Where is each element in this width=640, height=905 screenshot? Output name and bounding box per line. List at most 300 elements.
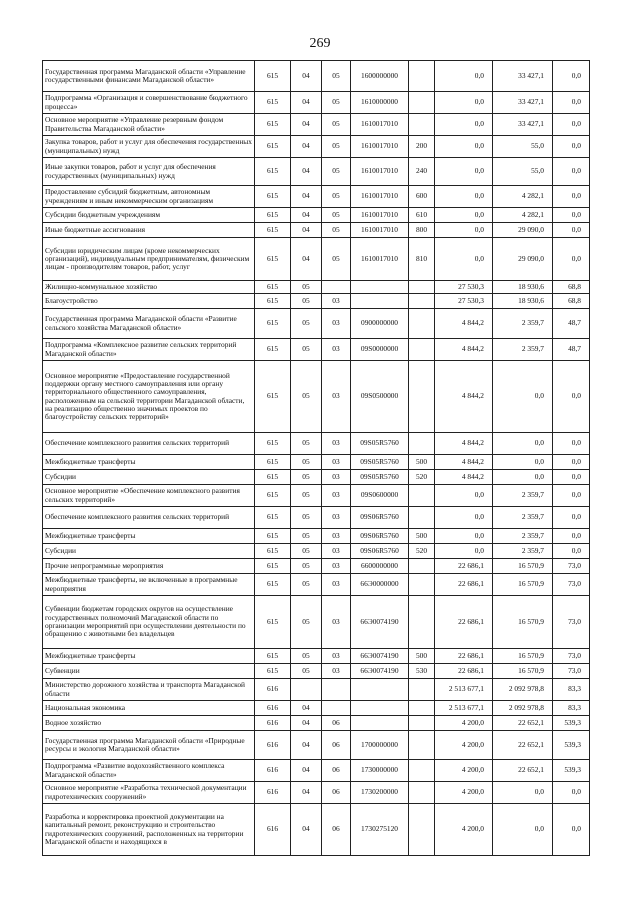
target-article: 66Э0074190 bbox=[351, 649, 409, 664]
expense-type bbox=[409, 339, 435, 361]
value-actual: 2 359,7 bbox=[493, 507, 553, 529]
target-article: 66Э0074190 bbox=[351, 596, 409, 649]
value-percent: 0,0 bbox=[553, 804, 590, 856]
row-name: Иные бюджетные ассигнования bbox=[43, 223, 255, 238]
ministry-code: 615 bbox=[255, 61, 291, 92]
section-code: 05 bbox=[291, 470, 322, 485]
table-row bbox=[43, 574, 590, 596]
subsection-code: 03 bbox=[322, 339, 351, 361]
row-name: Межбюджетные трансферты bbox=[43, 649, 255, 664]
table-row bbox=[43, 294, 590, 309]
table-row bbox=[43, 544, 590, 559]
value-plan: 27 530,3 bbox=[435, 294, 493, 309]
value-actual: 55,0 bbox=[493, 136, 553, 158]
table-row bbox=[43, 596, 590, 649]
expense-type: 500 bbox=[409, 529, 435, 544]
row-name: Иные закупки товаров, работ и услуг для обеспечения государственных (муниципальных) нужд bbox=[43, 158, 255, 186]
section-code: 04 bbox=[291, 804, 322, 856]
subsection-code: 03 bbox=[322, 361, 351, 433]
value-actual: 2 359,7 bbox=[493, 544, 553, 559]
value-percent: 73,0 bbox=[553, 664, 590, 679]
ministry-code: 615 bbox=[255, 559, 291, 574]
value-plan: 27 530,3 bbox=[435, 281, 493, 294]
value-plan: 4 844,2 bbox=[435, 361, 493, 433]
page-number: 269 bbox=[309, 36, 331, 51]
section-code: 04 bbox=[291, 223, 322, 238]
expense-type: 240 bbox=[409, 158, 435, 186]
ministry-code: 616 bbox=[255, 804, 291, 856]
target-article bbox=[351, 679, 409, 701]
subsection-code: 03 bbox=[322, 649, 351, 664]
target-article: 1610017010 bbox=[351, 136, 409, 158]
value-percent: 539,3 bbox=[553, 731, 590, 760]
ministry-code: 615 bbox=[255, 208, 291, 223]
value-plan: 0,0 bbox=[435, 61, 493, 92]
ministry-code: 616 bbox=[255, 782, 291, 804]
subsection-code: 06 bbox=[322, 716, 351, 731]
subsection-code: 03 bbox=[322, 455, 351, 470]
section-code: 05 bbox=[291, 649, 322, 664]
target-article: 1700000000 bbox=[351, 731, 409, 760]
ministry-code: 615 bbox=[255, 574, 291, 596]
target-article: 09S06R5760 bbox=[351, 529, 409, 544]
target-article: 1610017010 bbox=[351, 208, 409, 223]
section-code: 05 bbox=[291, 433, 322, 455]
row-name: Основное мероприятие «Управление резервным фондом Правительства Магаданской области» bbox=[43, 114, 255, 136]
value-percent: 73,0 bbox=[553, 649, 590, 664]
value-actual: 16 570,9 bbox=[493, 649, 553, 664]
value-plan: 4 844,2 bbox=[435, 470, 493, 485]
value-actual: 18 930,6 bbox=[493, 294, 553, 309]
value-plan: 4 200,0 bbox=[435, 716, 493, 731]
expense-type: 600 bbox=[409, 186, 435, 208]
table-row bbox=[43, 731, 590, 760]
expense-type bbox=[409, 92, 435, 114]
table-row bbox=[43, 664, 590, 679]
expense-type bbox=[409, 574, 435, 596]
ministry-code: 616 bbox=[255, 701, 291, 716]
value-plan: 0,0 bbox=[435, 238, 493, 281]
row-name: Субсидии bbox=[43, 544, 255, 559]
row-name: Обеспечение комплексного развития сельских территорий bbox=[43, 507, 255, 529]
value-plan: 0,0 bbox=[435, 92, 493, 114]
value-plan: 0,0 bbox=[435, 186, 493, 208]
expense-type bbox=[409, 361, 435, 433]
row-name: Основное мероприятие «Обеспечение комплексного развития сельских территорий» bbox=[43, 485, 255, 507]
expense-type bbox=[409, 679, 435, 701]
table-row bbox=[43, 760, 590, 782]
section-code: 04 bbox=[291, 716, 322, 731]
value-plan: 22 686,1 bbox=[435, 596, 493, 649]
target-article: 1730200000 bbox=[351, 782, 409, 804]
value-plan: 22 686,1 bbox=[435, 559, 493, 574]
value-actual: 55,0 bbox=[493, 158, 553, 186]
row-name: Субсидии юридическим лицам (кроме некоммерческих организаций), индивидуальным предпринимателям, физическим лицам - производителям товаров, работ, услуг bbox=[43, 238, 255, 281]
target-article: 1610017010 bbox=[351, 186, 409, 208]
value-percent: 539,3 bbox=[553, 716, 590, 731]
row-name: Разработка и корректировка проектной документации на капитальный ремонт, реконструкцию и строительство гидротехнических сооружений, расположенных на территории Магаданской области и находящихся в bbox=[43, 804, 255, 856]
ministry-code: 615 bbox=[255, 433, 291, 455]
expense-type: 200 bbox=[409, 136, 435, 158]
target-article: 09S0500000 bbox=[351, 361, 409, 433]
subsection-code: 05 bbox=[322, 114, 351, 136]
subsection-code: 03 bbox=[322, 544, 351, 559]
table-row bbox=[43, 158, 590, 186]
subsection-code bbox=[322, 701, 351, 716]
value-actual: 2 092 978,8 bbox=[493, 701, 553, 716]
value-plan: 22 686,1 bbox=[435, 664, 493, 679]
ministry-code: 615 bbox=[255, 186, 291, 208]
section-code: 05 bbox=[291, 361, 322, 433]
table-row bbox=[43, 281, 590, 294]
expense-type bbox=[409, 782, 435, 804]
target-article: 09S0000000 bbox=[351, 339, 409, 361]
target-article: 09S06R5760 bbox=[351, 507, 409, 529]
ministry-code: 615 bbox=[255, 596, 291, 649]
section-code: 05 bbox=[291, 664, 322, 679]
value-percent: 0,0 bbox=[553, 223, 590, 238]
row-name: Национальная экономика bbox=[43, 701, 255, 716]
table-row bbox=[43, 507, 590, 529]
value-actual: 29 090,0 bbox=[493, 238, 553, 281]
value-plan: 4 844,2 bbox=[435, 433, 493, 455]
expense-type: 610 bbox=[409, 208, 435, 223]
ministry-code: 615 bbox=[255, 281, 291, 294]
value-plan: 4 200,0 bbox=[435, 782, 493, 804]
target-article: 66Э0000000 bbox=[351, 574, 409, 596]
value-percent: 83,3 bbox=[553, 701, 590, 716]
row-name: Межбюджетные трансферты bbox=[43, 455, 255, 470]
subsection-code: 05 bbox=[322, 186, 351, 208]
row-name: Основное мероприятие «Предоставление государственной поддержки органу местного самоуправления или органу территориального общественного самоуправления, расположенным на сельской территории Магаданской области, на реализацию общественно значимых проектов по благоустройству сельских территорий» bbox=[43, 361, 255, 433]
table-row bbox=[43, 529, 590, 544]
row-name: Закупка товаров, работ и услуг для обеспечения государственных (муниципальных) нужд bbox=[43, 136, 255, 158]
ministry-code: 615 bbox=[255, 455, 291, 470]
target-article: 09S05R5760 bbox=[351, 433, 409, 455]
subsection-code: 03 bbox=[322, 294, 351, 309]
row-name: Прочие непрограммные мероприятия bbox=[43, 559, 255, 574]
row-name: Подпрограмма «Комплексное развитие сельских территорий Магаданской области» bbox=[43, 339, 255, 361]
table-row bbox=[43, 455, 590, 470]
row-name: Межбюджетные трансферты bbox=[43, 529, 255, 544]
budget-table bbox=[42, 60, 590, 856]
section-code: 05 bbox=[291, 281, 322, 294]
value-percent: 73,0 bbox=[553, 559, 590, 574]
value-percent: 0,0 bbox=[553, 507, 590, 529]
value-plan: 0,0 bbox=[435, 136, 493, 158]
table-row bbox=[43, 559, 590, 574]
table-row bbox=[43, 433, 590, 455]
row-name: Подпрограмма «Развитие водохозяйственного комплекса Магаданской области» bbox=[43, 760, 255, 782]
value-plan: 0,0 bbox=[435, 208, 493, 223]
ministry-code: 615 bbox=[255, 529, 291, 544]
value-percent: 73,0 bbox=[553, 574, 590, 596]
value-plan: 2 513 677,1 bbox=[435, 679, 493, 701]
expense-type: 530 bbox=[409, 664, 435, 679]
expense-type bbox=[409, 433, 435, 455]
value-plan: 4 844,2 bbox=[435, 309, 493, 339]
value-plan: 4 200,0 bbox=[435, 760, 493, 782]
value-actual: 2 359,7 bbox=[493, 339, 553, 361]
section-code: 04 bbox=[291, 92, 322, 114]
value-percent: 0,0 bbox=[553, 485, 590, 507]
ministry-code: 615 bbox=[255, 294, 291, 309]
value-plan: 22 686,1 bbox=[435, 574, 493, 596]
ministry-code: 615 bbox=[255, 158, 291, 186]
ministry-code: 615 bbox=[255, 136, 291, 158]
table-row bbox=[43, 485, 590, 507]
subsection-code: 05 bbox=[322, 92, 351, 114]
value-actual: 22 652,1 bbox=[493, 760, 553, 782]
row-name: Благоустройство bbox=[43, 294, 255, 309]
ministry-code: 615 bbox=[255, 223, 291, 238]
value-actual: 2 092 978,8 bbox=[493, 679, 553, 701]
value-actual: 0,0 bbox=[493, 804, 553, 856]
ministry-code: 616 bbox=[255, 679, 291, 701]
target-article: 0900000000 bbox=[351, 309, 409, 339]
row-name: Субвенции bbox=[43, 664, 255, 679]
ministry-code: 615 bbox=[255, 507, 291, 529]
ministry-code: 616 bbox=[255, 731, 291, 760]
value-percent: 539,3 bbox=[553, 760, 590, 782]
subsection-code: 06 bbox=[322, 782, 351, 804]
subsection-code: 05 bbox=[322, 136, 351, 158]
subsection-code: 03 bbox=[322, 559, 351, 574]
row-name: Субсидии bbox=[43, 470, 255, 485]
value-percent: 0,0 bbox=[553, 433, 590, 455]
section-code: 05 bbox=[291, 309, 322, 339]
row-name: Государственная программа Магаданской области «Развитие сельского хозяйства Магаданской области» bbox=[43, 309, 255, 339]
expense-type: 500 bbox=[409, 649, 435, 664]
table-row bbox=[43, 361, 590, 433]
expense-type bbox=[409, 281, 435, 294]
subsection-code bbox=[322, 281, 351, 294]
table-row bbox=[43, 701, 590, 716]
row-name: Обеспечение комплексного развития сельских территорий bbox=[43, 433, 255, 455]
target-article: 09S05R5760 bbox=[351, 470, 409, 485]
row-name: Субвенции бюджетам городских округов на осуществление государственных полномочий Магаданской области по организации мероприятий при осуществлении деятельности по обращению с животными без владельцев bbox=[43, 596, 255, 649]
expense-type bbox=[409, 559, 435, 574]
section-code: 05 bbox=[291, 339, 322, 361]
subsection-code bbox=[322, 679, 351, 701]
row-name: Предоставление субсидий бюджетным, автономным учреждениям и иным некоммерческим организациям bbox=[43, 186, 255, 208]
section-code: 04 bbox=[291, 136, 322, 158]
value-actual: 4 282,1 bbox=[493, 208, 553, 223]
subsection-code: 03 bbox=[322, 529, 351, 544]
section-code bbox=[291, 679, 322, 701]
expense-type: 520 bbox=[409, 544, 435, 559]
target-article: 1730275120 bbox=[351, 804, 409, 856]
expense-type: 520 bbox=[409, 470, 435, 485]
table-row bbox=[43, 470, 590, 485]
table-row bbox=[43, 716, 590, 731]
target-article bbox=[351, 701, 409, 716]
value-actual: 18 930,6 bbox=[493, 281, 553, 294]
subsection-code: 03 bbox=[322, 485, 351, 507]
target-article: 1610017010 bbox=[351, 158, 409, 186]
expense-type: 800 bbox=[409, 223, 435, 238]
table-row bbox=[43, 114, 590, 136]
value-actual: 33 427,1 bbox=[493, 114, 553, 136]
value-actual: 2 359,7 bbox=[493, 529, 553, 544]
row-name: Подпрограмма «Организация и совершенствование бюджетного процесса» bbox=[43, 92, 255, 114]
value-percent: 0,0 bbox=[553, 238, 590, 281]
target-article bbox=[351, 294, 409, 309]
value-plan: 22 686,1 bbox=[435, 649, 493, 664]
subsection-code: 06 bbox=[322, 804, 351, 856]
section-code: 05 bbox=[291, 294, 322, 309]
target-article: 1730000000 bbox=[351, 760, 409, 782]
table-row bbox=[43, 804, 590, 856]
section-code: 05 bbox=[291, 574, 322, 596]
subsection-code: 03 bbox=[322, 596, 351, 649]
value-actual: 22 652,1 bbox=[493, 731, 553, 760]
row-name: Межбюджетные трансферты, не включенные в программные мероприятия bbox=[43, 574, 255, 596]
value-actual: 0,0 bbox=[493, 782, 553, 804]
target-article: 1600000000 bbox=[351, 61, 409, 92]
row-name: Государственная программа Магаданской области «Управление государственными финансами Магаданской области» bbox=[43, 61, 255, 92]
expense-type bbox=[409, 760, 435, 782]
value-percent: 0,0 bbox=[553, 529, 590, 544]
expense-type bbox=[409, 114, 435, 136]
value-percent: 48,7 bbox=[553, 309, 590, 339]
section-code: 04 bbox=[291, 61, 322, 92]
expense-type bbox=[409, 507, 435, 529]
ministry-code: 615 bbox=[255, 470, 291, 485]
section-code: 05 bbox=[291, 507, 322, 529]
target-article: 6600000000 bbox=[351, 559, 409, 574]
subsection-code: 05 bbox=[322, 208, 351, 223]
value-actual: 16 570,9 bbox=[493, 559, 553, 574]
value-percent: 0,0 bbox=[553, 114, 590, 136]
ministry-code: 616 bbox=[255, 716, 291, 731]
value-actual: 0,0 bbox=[493, 433, 553, 455]
subsection-code: 03 bbox=[322, 574, 351, 596]
section-code: 05 bbox=[291, 455, 322, 470]
ministry-code: 615 bbox=[255, 238, 291, 281]
subsection-code: 03 bbox=[322, 433, 351, 455]
expense-type bbox=[409, 485, 435, 507]
ministry-code: 615 bbox=[255, 544, 291, 559]
row-name: Жилищно-коммунальное хозяйство bbox=[43, 281, 255, 294]
value-actual: 33 427,1 bbox=[493, 92, 553, 114]
table-row bbox=[43, 309, 590, 339]
value-plan: 4 200,0 bbox=[435, 731, 493, 760]
expense-type bbox=[409, 701, 435, 716]
ministry-code: 615 bbox=[255, 485, 291, 507]
table-row bbox=[43, 339, 590, 361]
target-article: 66Э0074190 bbox=[351, 664, 409, 679]
section-code: 04 bbox=[291, 782, 322, 804]
target-article: 1610017010 bbox=[351, 114, 409, 136]
value-percent: 83,3 bbox=[553, 679, 590, 701]
row-name: Министерство дорожного хозяйства и транспорта Магаданской области bbox=[43, 679, 255, 701]
table-row bbox=[43, 136, 590, 158]
value-percent: 0,0 bbox=[553, 158, 590, 186]
ministry-code: 615 bbox=[255, 339, 291, 361]
expense-type bbox=[409, 596, 435, 649]
value-actual: 22 652,1 bbox=[493, 716, 553, 731]
section-code: 05 bbox=[291, 596, 322, 649]
row-name: Государственная программа Магаданской области «Природные ресурсы и экология Магаданской области» bbox=[43, 731, 255, 760]
value-percent: 0,0 bbox=[553, 361, 590, 433]
subsection-code: 05 bbox=[322, 223, 351, 238]
value-actual: 16 570,9 bbox=[493, 574, 553, 596]
value-actual: 33 427,1 bbox=[493, 61, 553, 92]
table-row bbox=[43, 679, 590, 701]
value-actual: 0,0 bbox=[493, 470, 553, 485]
value-plan: 0,0 bbox=[435, 114, 493, 136]
value-plan: 2 513 677,1 bbox=[435, 701, 493, 716]
value-percent: 0,0 bbox=[553, 61, 590, 92]
table-body bbox=[43, 61, 590, 856]
value-percent: 0,0 bbox=[553, 470, 590, 485]
section-code: 04 bbox=[291, 731, 322, 760]
ministry-code: 616 bbox=[255, 760, 291, 782]
section-code: 04 bbox=[291, 701, 322, 716]
value-actual: 0,0 bbox=[493, 455, 553, 470]
section-code: 04 bbox=[291, 114, 322, 136]
value-percent: 0,0 bbox=[553, 544, 590, 559]
section-code: 04 bbox=[291, 760, 322, 782]
target-article bbox=[351, 716, 409, 731]
ministry-code: 615 bbox=[255, 114, 291, 136]
value-percent: 0,0 bbox=[553, 92, 590, 114]
target-article: 1610017010 bbox=[351, 238, 409, 281]
table-row bbox=[43, 782, 590, 804]
value-plan: 4 844,2 bbox=[435, 339, 493, 361]
table-row bbox=[43, 223, 590, 238]
value-plan: 0,0 bbox=[435, 507, 493, 529]
value-percent: 0,0 bbox=[553, 186, 590, 208]
table-row bbox=[43, 238, 590, 281]
subsection-code: 06 bbox=[322, 731, 351, 760]
value-percent: 48,7 bbox=[553, 339, 590, 361]
row-name: Водное хозяйство bbox=[43, 716, 255, 731]
value-actual: 4 282,1 bbox=[493, 186, 553, 208]
target-article bbox=[351, 281, 409, 294]
table-row bbox=[43, 61, 590, 92]
ministry-code: 615 bbox=[255, 649, 291, 664]
target-article: 09S05R5760 bbox=[351, 455, 409, 470]
section-code: 04 bbox=[291, 238, 322, 281]
subsection-code: 03 bbox=[322, 664, 351, 679]
value-actual: 16 570,9 bbox=[493, 664, 553, 679]
expense-type: 810 bbox=[409, 238, 435, 281]
ministry-code: 615 bbox=[255, 361, 291, 433]
section-code: 04 bbox=[291, 208, 322, 223]
expense-type bbox=[409, 294, 435, 309]
value-percent: 68,8 bbox=[553, 281, 590, 294]
section-code: 05 bbox=[291, 485, 322, 507]
ministry-code: 615 bbox=[255, 664, 291, 679]
table-row bbox=[43, 186, 590, 208]
value-actual: 16 570,9 bbox=[493, 596, 553, 649]
value-percent: 68,8 bbox=[553, 294, 590, 309]
table-row bbox=[43, 92, 590, 114]
subsection-code: 06 bbox=[322, 760, 351, 782]
expense-type bbox=[409, 731, 435, 760]
target-article: 1610000000 bbox=[351, 92, 409, 114]
section-code: 05 bbox=[291, 529, 322, 544]
expense-type: 500 bbox=[409, 455, 435, 470]
value-plan: 0,0 bbox=[435, 485, 493, 507]
value-percent: 0,0 bbox=[553, 782, 590, 804]
subsection-code: 03 bbox=[322, 507, 351, 529]
section-code: 05 bbox=[291, 544, 322, 559]
value-plan: 0,0 bbox=[435, 544, 493, 559]
value-percent: 73,0 bbox=[553, 596, 590, 649]
